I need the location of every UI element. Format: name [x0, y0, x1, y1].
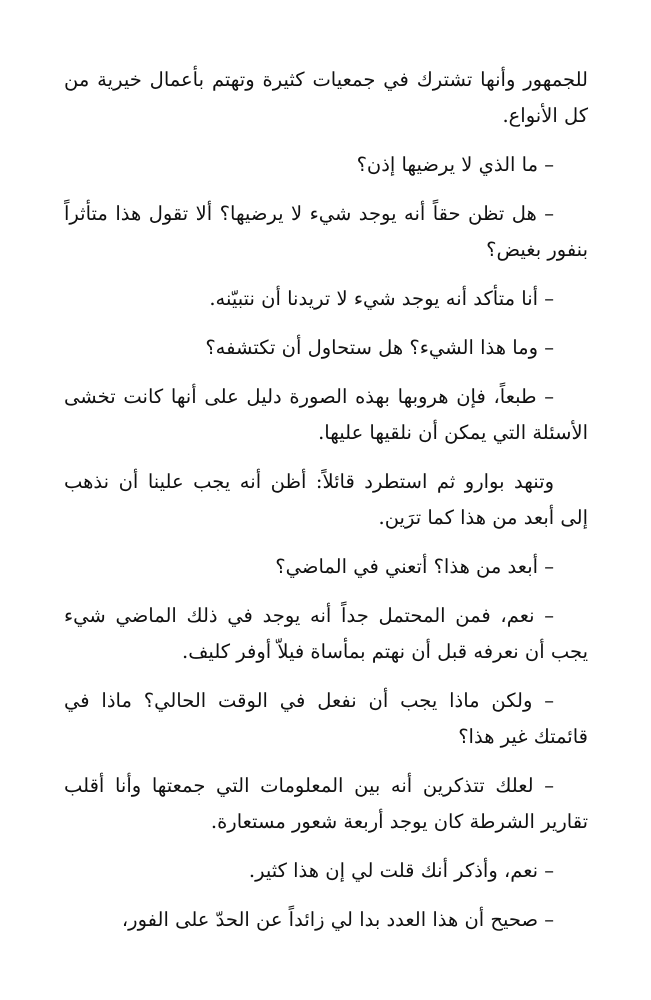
dialogue-line-9: – نعم، فمن المحتمل جداً أنه يوجد في ذلك الماضي شيء يجب أن نعرفه قبل أن نهتم بمأساة فيلاّ أوفر كليف.	[64, 604, 588, 663]
dialogue-line-10: – ولكن ماذا يجب أن نفعل في الوقت الحالي؟ ماذا في قائمتك غير هذا؟	[64, 689, 588, 748]
dialogue-line-2: – ما الذي لا يرضيها إذن؟	[356, 153, 554, 176]
book-page	[64, 62, 588, 938]
dialogue-line-11: – لعلك تتذكرين أنه بين المعلومات التي جمعتها وأنا أقلب تقارير الشرطة كان يوجد أربعة شعور مستعارة.	[64, 774, 588, 833]
dialogue-line-8: – أبعد من هذا؟ أتعني في الماضي؟	[275, 555, 554, 578]
dialogue-line-6: – طبعاً، فإن هروبها بهذه الصورة دليل على أنها كانت تخشى الأسئلة التي يمكن أن نلقيها عليها.	[64, 385, 588, 444]
dialogue-line-12: – نعم، وأذكر أنك قلت لي إن هذا كثير.	[248, 859, 554, 882]
paragraph-1: للجمهور وأنها تشترك في جمعيات كثيرة وتهتم بأعمال خيرية من كل الأنواع.	[64, 68, 588, 127]
narration-paragraph-7: وتنهد بوارو ثم استطرد قائلاً: أظن أنه يجب علينا أن نذهب إلى أبعد من هذا كما ترَين.	[64, 470, 588, 529]
dialogue-line-5: – وما هذا الشيء؟ هل ستحاول أن تكتشفه؟	[205, 336, 554, 359]
dialogue-line-3: – هل تظن حقاً أنه يوجد شيء لا يرضيها؟ ألا تقول هذا متأثراً بنفور بغيض؟	[64, 202, 588, 261]
dialogue-line-13: – صحيح أن هذا العدد بدا لي زائداً عن الحدّ على الفور،	[121, 908, 554, 931]
dialogue-line-4: – أنا متأكد أنه يوجد شيء لا تريدنا أن نتبيّنه.	[209, 287, 554, 310]
